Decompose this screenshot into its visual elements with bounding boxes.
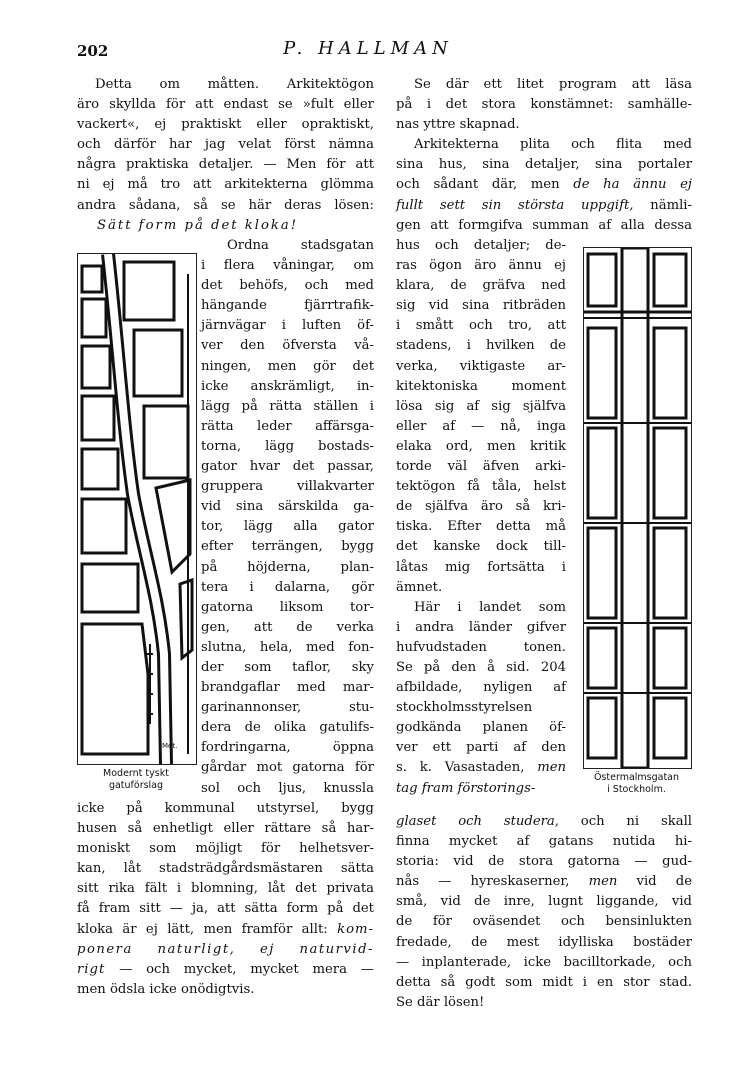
text-line: de för oväsendet och bensinlukten xyxy=(396,914,692,930)
text-line: tera i dalarna, gör xyxy=(201,579,374,595)
text-line: nas yttre skapnad. xyxy=(396,117,520,133)
text-line: sitt rika fält i blomning, låt det privata xyxy=(77,881,374,897)
figure-street-plan xyxy=(77,253,197,765)
text-line: ras ögon äro ännu ej xyxy=(396,258,566,274)
text-line: och därför har jag velat först nämna xyxy=(77,137,374,153)
text-line: gen, att de verka xyxy=(201,619,374,635)
text-line: gårdar mot gatorna för xyxy=(201,760,374,776)
text-line: ni ej må tro att arkitekterna glömma xyxy=(77,177,374,193)
figure-left-caption xyxy=(77,768,195,792)
text-line: vid sina särskilda ga- xyxy=(201,499,374,515)
text-line: torna, lägg bostads- xyxy=(201,438,374,454)
motto: Sätt form på det kloka! xyxy=(97,217,299,233)
text-emphasis: ponera naturligt, ej naturvid- xyxy=(77,941,374,957)
text-line: låtas mig fortsätta i xyxy=(396,559,566,575)
text-line: Ordna stadsgatan xyxy=(227,238,374,253)
text-line: det behöfs, och med xyxy=(201,278,374,294)
text-line: Se på den å sid. 204 xyxy=(396,659,566,675)
text-line: gruppera villakvarter xyxy=(201,479,374,495)
text-line: sig vid sina ritbräden xyxy=(396,298,566,314)
text-line xyxy=(396,872,692,892)
text-line: efter terrängen, bygg xyxy=(201,539,374,555)
scale-label: Met. xyxy=(162,742,178,750)
text-line: verka, viktigaste ar- xyxy=(396,358,566,374)
text-emphasis: fullt sett sin största uppgift, xyxy=(396,197,634,213)
text-line: slutna, hela, med fon- xyxy=(201,639,374,655)
text-emphasis: de ha ännu ej xyxy=(573,177,692,193)
text-line: kan, låt stadsträdgårdsmästaren sätta xyxy=(77,861,374,877)
text-line: ver ett parti af den xyxy=(396,740,566,756)
text-line: ämnet. xyxy=(396,579,443,595)
figure-right-caption xyxy=(583,772,690,796)
text-line: godkända planen öf- xyxy=(396,720,566,736)
caption-line: Östermalmsgatan xyxy=(593,772,680,783)
text-line: några praktiska detaljer. — Men för att xyxy=(77,157,374,173)
text-line: ver den öfversta vå- xyxy=(201,338,374,354)
text-line: eller af — nå, inga xyxy=(396,418,566,434)
text-line: Detta om måtten. Arkitektögon xyxy=(95,77,374,92)
page-number: 202 xyxy=(77,42,109,60)
left-column-narrow xyxy=(201,236,374,799)
text-line: tektögon få tåla, helst xyxy=(396,479,566,495)
text-line: kitektoniska moment xyxy=(396,378,566,394)
text-line: järnvägar i luften öf- xyxy=(201,318,374,334)
text-line: Se där lösen! xyxy=(396,994,485,1010)
text-line xyxy=(396,779,566,799)
text-segment: och ni skall xyxy=(559,814,692,829)
text-line: fredade, de mest idylliska bostäder xyxy=(396,934,692,950)
text-line: i andra länder gifver xyxy=(396,619,566,635)
text-line: sina hus, sina detaljer, sina portaler xyxy=(396,157,692,173)
text-line: i smått och tro, att xyxy=(396,318,566,334)
text-line: gen att formgifva summan af alla dessa xyxy=(396,217,692,233)
caption-line: Modernt tyskt xyxy=(103,768,169,779)
text-line: små, vid de inre, lugnt liggande, vid xyxy=(396,894,692,910)
text-emphasis: rigt xyxy=(77,961,106,977)
text-line: men ödsla icke onödigtvis. xyxy=(77,981,255,997)
text-emphasis: men xyxy=(588,874,618,890)
text-line: rätta leder affärsga- xyxy=(201,418,374,434)
text-line: gator hvar det passar, xyxy=(201,459,374,475)
text-line: Se där ett litet program att läsa xyxy=(414,77,692,92)
text-line: garinannonser, stu- xyxy=(201,700,374,716)
text-line: finna mycket af gatans nutida hi- xyxy=(396,834,692,850)
street-plan-drawing xyxy=(78,254,196,764)
text-line xyxy=(396,758,566,778)
text-segment: och sådant där, men xyxy=(396,177,574,193)
text-line: i flera våningar, om xyxy=(201,258,374,274)
text-line: andra sådana, så se här deras lösen: xyxy=(77,197,374,213)
text-line: tiska. Efter detta må xyxy=(396,519,566,535)
text-line: — inplanterade, icke bacilltorkade, och xyxy=(396,954,692,970)
text-line xyxy=(396,812,692,832)
text-line: vackert«, ej praktiskt eller opraktiskt, xyxy=(77,117,374,133)
right-column-bottom xyxy=(396,812,692,1013)
text-line: elaka ord, men kritik xyxy=(396,438,566,454)
text-line: husen så enhetligt eller rättare så har- xyxy=(77,821,374,837)
left-column-bottom xyxy=(77,799,374,1000)
text-line: äro skyllda för att endast se »fult eller xyxy=(77,97,374,113)
text-line: ningen, men gör det xyxy=(201,358,374,374)
right-column-top xyxy=(396,75,692,236)
right-column-narrow xyxy=(396,236,566,799)
text-line: de själfva äro så kri- xyxy=(396,499,566,515)
text-line: Arkitekterna plita och flita med xyxy=(414,137,692,153)
text-emphasis: glaset och studera, xyxy=(396,814,559,829)
text-segment: s. k. Vasastaden, xyxy=(396,760,538,776)
text-line: stadens, i hvilken de xyxy=(396,338,566,354)
text-line: det kanske dock till- xyxy=(396,539,566,555)
text-line: der som taflor, sky xyxy=(201,659,374,675)
text-line: dera de olika gatulifs- xyxy=(201,720,374,736)
text-line: hängande fjärrtrafik- xyxy=(201,298,374,314)
text-line xyxy=(77,960,374,980)
text-line xyxy=(396,196,692,216)
caption-line: i Stockholm. xyxy=(607,784,666,795)
text-emphasis: men xyxy=(537,760,566,776)
text-segment: — och mycket, mycket mera — xyxy=(105,961,374,977)
text-line xyxy=(396,175,692,195)
text-line: lägg på rätta ställen i xyxy=(201,398,374,414)
text-segment: nås — hyreskaserner, xyxy=(396,874,589,890)
text-line: moniskt som möjligt för helhetsver- xyxy=(77,841,374,857)
text-line: storia: vid de stora gatorna — gud- xyxy=(396,854,692,870)
text-line: på höjderna, plan- xyxy=(201,559,374,575)
text-line: få fram sitt — ja, att sätta form på det xyxy=(77,901,374,917)
text-line: sol och ljus, knussla xyxy=(201,780,374,796)
text-line: brandgaflar med mar- xyxy=(201,680,374,696)
text-segment: kloka är ej lätt, men framför allt: xyxy=(77,921,338,937)
text-emphasis: kom- xyxy=(337,921,374,937)
text-line xyxy=(77,920,374,940)
left-column-top xyxy=(77,75,374,236)
ostermalm-drawing xyxy=(584,248,691,768)
text-emphasis: tag fram förstorings- xyxy=(396,780,536,796)
text-line: stockholmsstyrelsen xyxy=(396,700,533,716)
text-line: klara, de gräfva ned xyxy=(396,278,566,294)
text-line: afbildade, nyligen af xyxy=(396,680,566,696)
text-line: icke på kommunal utstyrsel, bygg xyxy=(77,801,374,816)
text-line: detta så godt som midt i en stor stad. xyxy=(396,974,692,990)
text-line: fordringarna, öppna xyxy=(201,740,374,756)
text-segment: nämli- xyxy=(633,197,692,213)
figure-ostermalm-street xyxy=(583,247,692,769)
text-line: på i det stora konstämnet: samhälle- xyxy=(396,97,692,113)
text-line: icke anskrämligt, in- xyxy=(201,378,374,394)
text-line: torde väl äfven arki- xyxy=(396,459,566,475)
running-title: P. HALLMAN xyxy=(283,38,453,59)
text-line: tor, lägg alla gator xyxy=(201,519,374,535)
text-segment: vid de xyxy=(617,874,692,890)
text-line: Här i landet som xyxy=(414,599,566,615)
caption-line: gatuförslag xyxy=(108,780,164,791)
text-line: lösa sig af sig själfva xyxy=(396,398,566,414)
text-line: hus och detaljer; de- xyxy=(396,238,566,253)
text-line: hufvudstaden tonen. xyxy=(396,639,566,655)
text-line xyxy=(77,940,374,960)
text-line: gatorna liksom tor- xyxy=(201,599,374,615)
